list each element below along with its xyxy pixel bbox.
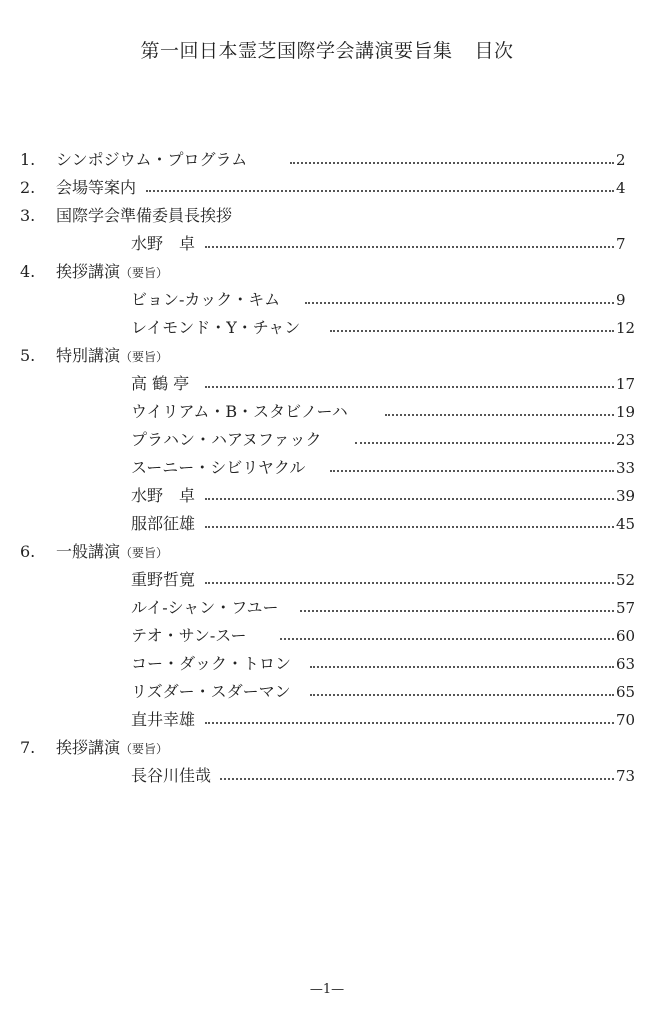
entry-label: 高 鶴 亭 xyxy=(131,371,193,397)
dot-leader xyxy=(330,470,614,472)
entry-page: 57 xyxy=(614,595,635,621)
entry-page: 65 xyxy=(614,679,635,705)
dot-leader xyxy=(385,414,614,416)
toc-entry xyxy=(0,539,654,565)
toc-entry[interactable] xyxy=(0,455,654,481)
toc-entry[interactable] xyxy=(0,623,654,649)
dot-leader xyxy=(290,162,614,164)
entry-label: プラハン・ハアヌファック xyxy=(131,427,326,453)
entry-number: 2. xyxy=(20,178,36,197)
toc-entry[interactable] xyxy=(0,427,654,453)
dot-leader xyxy=(205,722,614,724)
entry-label: 長谷川佳哉 xyxy=(131,763,215,789)
toc-entry[interactable] xyxy=(0,511,654,537)
entry-label: レイモンド・Y・チャン xyxy=(131,315,304,341)
entry-label: 挨拶講演（要旨） xyxy=(56,259,172,286)
title-suffix: 目次 xyxy=(474,40,514,62)
toc-entry[interactable] xyxy=(0,595,654,621)
dot-leader xyxy=(280,638,614,640)
entry-page: 19 xyxy=(614,399,635,425)
title-main: 第一回日本霊芝国際学会講演要旨集 xyxy=(140,40,453,62)
toc-entry[interactable] xyxy=(0,679,654,705)
entry-page: 17 xyxy=(614,371,635,397)
page-number: —1— xyxy=(309,982,345,997)
toc-entry[interactable] xyxy=(0,651,654,677)
entry-label: ビョン-カック・キム xyxy=(131,287,284,313)
toc-entry[interactable] xyxy=(0,399,654,425)
entry-page: 45 xyxy=(614,511,635,537)
entry-label: ウイリアム・B・スタビノーハ xyxy=(131,399,352,425)
toc-entry[interactable] xyxy=(0,287,654,313)
entry-number: 7. xyxy=(20,738,36,757)
entry-label: 水野 卓 xyxy=(131,231,199,257)
entry-page: 70 xyxy=(614,707,635,733)
dot-leader xyxy=(205,498,614,500)
entry-page: 2 xyxy=(614,147,626,173)
entry-number: 3. xyxy=(20,206,36,225)
dot-leader xyxy=(205,386,614,388)
dot-leader xyxy=(205,582,614,584)
entry-label: シンポジウム・プログラム xyxy=(56,147,251,173)
entry-label: リズダー・スダーマン xyxy=(131,679,295,705)
dot-leader xyxy=(310,666,614,668)
toc-entry[interactable] xyxy=(0,707,654,733)
entry-page: 60 xyxy=(614,623,635,649)
entry-label: 水野 卓 xyxy=(131,483,199,509)
entry-page: 4 xyxy=(614,175,626,201)
toc-entry[interactable] xyxy=(0,231,654,257)
dot-leader xyxy=(310,694,614,696)
dot-leader xyxy=(305,302,614,304)
entry-page: 63 xyxy=(614,651,635,677)
entry-number: 6. xyxy=(20,542,36,561)
entry-label: 一般講演（要旨） xyxy=(56,539,172,566)
toc-entry xyxy=(0,735,654,761)
toc-entry[interactable] xyxy=(0,147,654,173)
entry-label: コー・ダック・トロン xyxy=(131,651,295,677)
entry-label: 会場等案内 xyxy=(56,175,140,201)
entry-label: 直井幸雄 xyxy=(131,707,199,733)
toc-entry[interactable] xyxy=(0,763,654,789)
dot-leader xyxy=(330,330,614,332)
entry-page: 39 xyxy=(614,483,635,509)
toc-entry[interactable] xyxy=(0,175,654,201)
toc-entry xyxy=(0,203,654,229)
entry-page: 33 xyxy=(614,455,635,481)
page-title xyxy=(0,36,654,63)
toc-entry[interactable] xyxy=(0,567,654,593)
dot-leader xyxy=(205,526,614,528)
toc-entry[interactable] xyxy=(0,483,654,509)
toc-entry xyxy=(0,343,654,369)
entry-number: 4. xyxy=(20,262,36,281)
toc-entry xyxy=(0,259,654,285)
entry-label: スーニー・シビリヤクル xyxy=(131,455,309,481)
entry-label: 国際学会準備委員長挨拶 xyxy=(56,203,236,229)
dot-leader xyxy=(146,190,614,192)
entry-page: 9 xyxy=(614,287,626,313)
entry-number: 5. xyxy=(20,346,36,365)
entry-page: 73 xyxy=(614,763,635,789)
dot-leader xyxy=(300,610,614,612)
dot-leader xyxy=(220,778,614,780)
entry-page: 52 xyxy=(614,567,635,593)
dot-leader xyxy=(355,442,614,444)
toc-entry[interactable] xyxy=(0,315,654,341)
entry-number: 1. xyxy=(20,150,36,169)
entry-label: ルイ-シャン・フユー xyxy=(131,595,283,621)
dot-leader xyxy=(205,246,614,248)
entry-label: 特別講演（要旨） xyxy=(56,343,172,370)
entry-page: 7 xyxy=(614,231,626,257)
entry-page: 12 xyxy=(614,315,635,341)
toc-entry[interactable] xyxy=(0,371,654,397)
entry-label: 服部征雄 xyxy=(131,511,199,537)
entry-label: 挨拶講演（要旨） xyxy=(56,735,172,762)
entry-label: テオ・サン-スー xyxy=(131,623,251,649)
entry-page: 23 xyxy=(614,427,635,453)
entry-label: 重野哲寛 xyxy=(131,567,199,593)
